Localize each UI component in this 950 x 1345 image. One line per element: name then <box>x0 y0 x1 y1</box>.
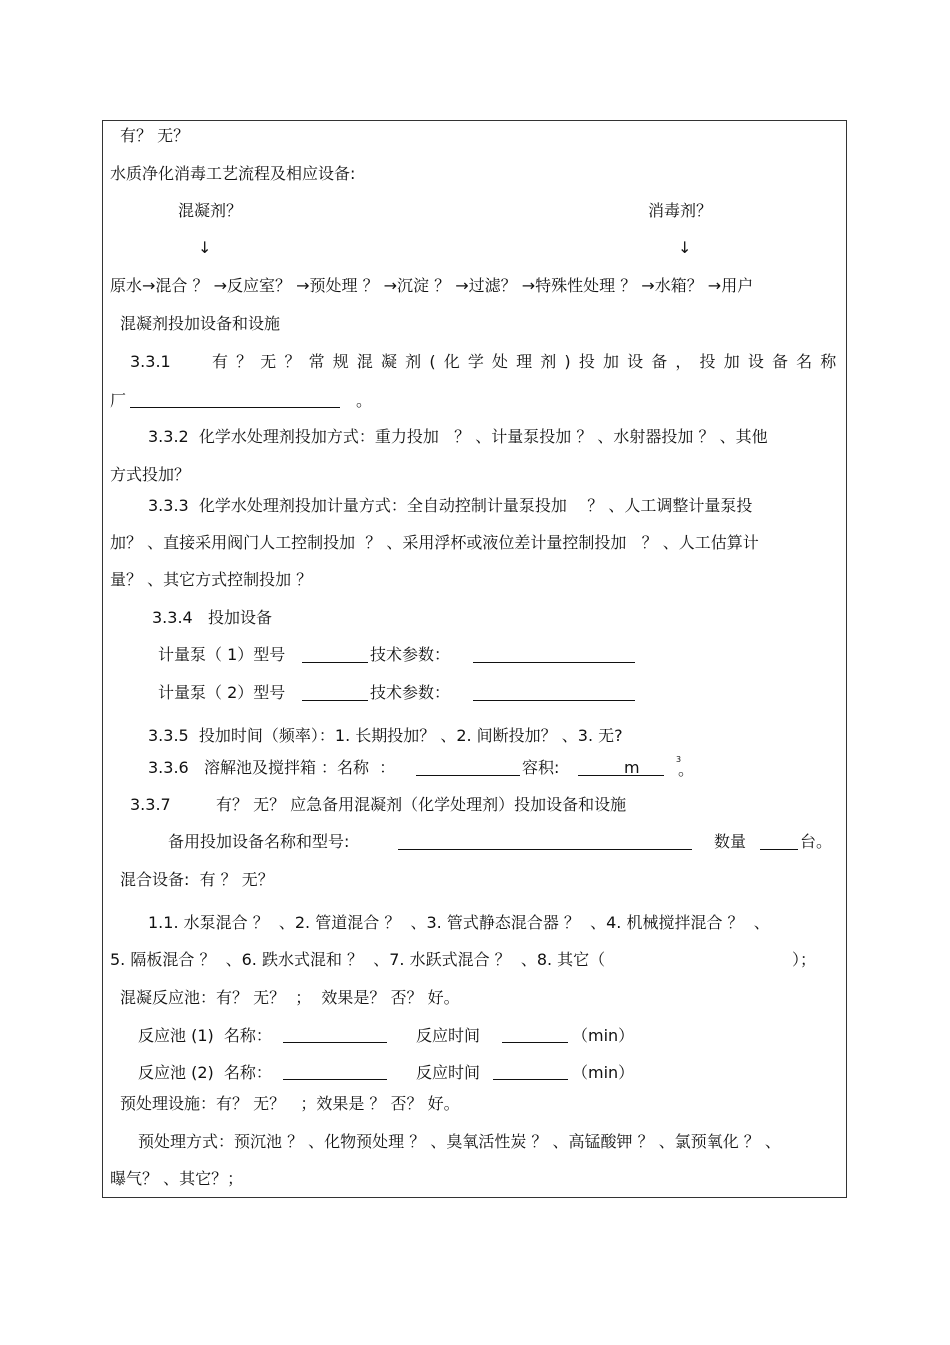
mixing-equipment: 混合设备: 有 ？ 无？ <box>120 870 274 889</box>
section-heading: 水质净化消毒工艺流程及相应设备: <box>110 164 356 183</box>
quantity-label: 数量 <box>714 832 747 851</box>
mixing-options-line2: 5. 隔板混合 ？ 、6. 跌水式混和 ？ 、7. 水跃式混合 ？ 、8. 其它（ <box>110 950 606 969</box>
reaction-tank-1-label: 反应池 (1) 名称： <box>138 1026 272 1045</box>
quantity-blank[interactable] <box>760 849 798 850</box>
pump-2-params-blank[interactable] <box>473 700 635 701</box>
period-mark: 。 <box>356 391 373 410</box>
pump-1-model-blank[interactable] <box>302 662 368 663</box>
disinfectant-label: 消毒剂？ <box>648 201 713 220</box>
reaction-time-2-label: 反应时间 <box>416 1063 481 1082</box>
coagulation-tank: 混凝反应池：有？ 无？ ； 效果是？ 否？ 好。 <box>120 988 460 1007</box>
volume-unit: m <box>624 758 640 777</box>
backup-equipment-label: 备用投加设备名称和型号: <box>168 832 350 851</box>
pump-1-params-blank[interactable] <box>473 662 635 663</box>
reaction-time-2-blank[interactable] <box>493 1079 568 1080</box>
pretreatment-methods-cont: 曝气？ 、其它？； <box>110 1169 244 1188</box>
unit-label: 台。 <box>800 832 833 851</box>
pump-1-params-label: 技术参数： <box>370 645 451 664</box>
reaction-tank-2-name-blank[interactable] <box>283 1079 387 1080</box>
volume-label: 容积: <box>522 758 560 777</box>
arrow-down-right: ↓ <box>678 238 692 257</box>
item-333-line3: 量？ 、其它方式控制投加 ？ <box>110 570 313 589</box>
period-mark-2: 。 <box>678 760 695 779</box>
item-333-line2: 加？ 、直接采用阀门人工控制投加 ？ 、采用浮杯或液位差计量控制投加 ？ 、人工估算计 <box>110 533 759 552</box>
manufacturer-blank[interactable] <box>130 407 340 408</box>
item-332-text: 3.3.2 化学水处理剂投加方式：重力投加 ？ 、计量泵投加 ？ 、水射器投加 ？ 、其他 <box>148 427 768 446</box>
volume-blank[interactable] <box>578 775 664 776</box>
unit-exponent: 3 <box>676 755 682 764</box>
reaction-time-1-label: 反应时间 <box>416 1026 481 1045</box>
item-number-337: 3.3.7 <box>130 795 171 814</box>
item-334-heading: 3.3.4 投加设备 <box>152 608 272 627</box>
item-337-text: 有？ 无？ 应急备用混凝剂（化学处理剂）投加设备和设施 <box>216 795 627 814</box>
coagulant-label: 混凝剂？ <box>178 201 243 220</box>
pump-2-params-label: 技术参数： <box>370 683 451 702</box>
mixing-options-line1: 1.1. 水泵混合 ？ 、2. 管道混合 ？ 、3. 管式静态混合器 ？ 、4. 机械搅拌混合 ？ 、 <box>148 913 770 932</box>
pretreatment-methods: 预处理方式：预沉池 ？ 、化物预处理 ？ 、臭氧活性炭 ？ 、高锰酸钾 ？ 、氯预氧化 ？ 、 <box>138 1132 781 1151</box>
reaction-time-1-unit: （min） <box>572 1026 635 1045</box>
reaction-tank-2-label: 反应池 (2) 名称： <box>138 1063 272 1082</box>
pump-1-model-label: 计量泵（ 1）型号 <box>158 645 286 664</box>
reaction-time-2-unit: （min） <box>572 1063 635 1082</box>
item-number-331: 3.3.1 <box>130 352 171 371</box>
mixing-other-close: ）； <box>792 950 817 969</box>
has-none-option: 有？ 无？ <box>120 126 190 145</box>
subsection-heading: 混凝剂投加设备和设施 <box>120 314 281 333</box>
item-332-continued: 方式投加？ <box>110 465 191 484</box>
item-335-text: 3.3.5 投加时间（频率）：1. 长期投加？ 、2. 间断投加？ 、3. 无? <box>148 726 623 745</box>
manufacturer-label: 厂 <box>110 391 127 410</box>
reaction-time-1-blank[interactable] <box>502 1042 568 1043</box>
pump-2-model-blank[interactable] <box>302 700 368 701</box>
pump-2-model-label: 计量泵（ 2）型号 <box>158 683 286 702</box>
item-336-label: 3.3.6 溶解池及搅拌箱 ：名称 ： <box>148 758 396 777</box>
item-333-text: 3.3.3 化学水处理剂投加计量方式：全自动控制计量泵投加 ？ 、人工调整计量泵投 <box>148 496 753 515</box>
backup-equipment-blank[interactable] <box>398 849 692 850</box>
process-flow: 原水→混合 ？ →反应室？ →预处理 ？ →沉淀 ？ →过滤？ →特殊性处理 ？ →水箱？ →用户 <box>110 276 754 295</box>
tank-name-blank[interactable] <box>416 775 520 776</box>
arrow-down-left: ↓ <box>198 238 212 257</box>
reaction-tank-1-name-blank[interactable] <box>283 1042 387 1043</box>
pretreatment-facility: 预处理设施：有？ 无？ ；效果是 ？ 否？ 好。 <box>120 1094 460 1113</box>
item-331-text: 有 ？ 无 ？ 常 规 混 凝 剂 ( 化 学 处 理 剂 ) 投 加 设 备 ， 投 加 设 备 名 称 <box>212 352 838 371</box>
